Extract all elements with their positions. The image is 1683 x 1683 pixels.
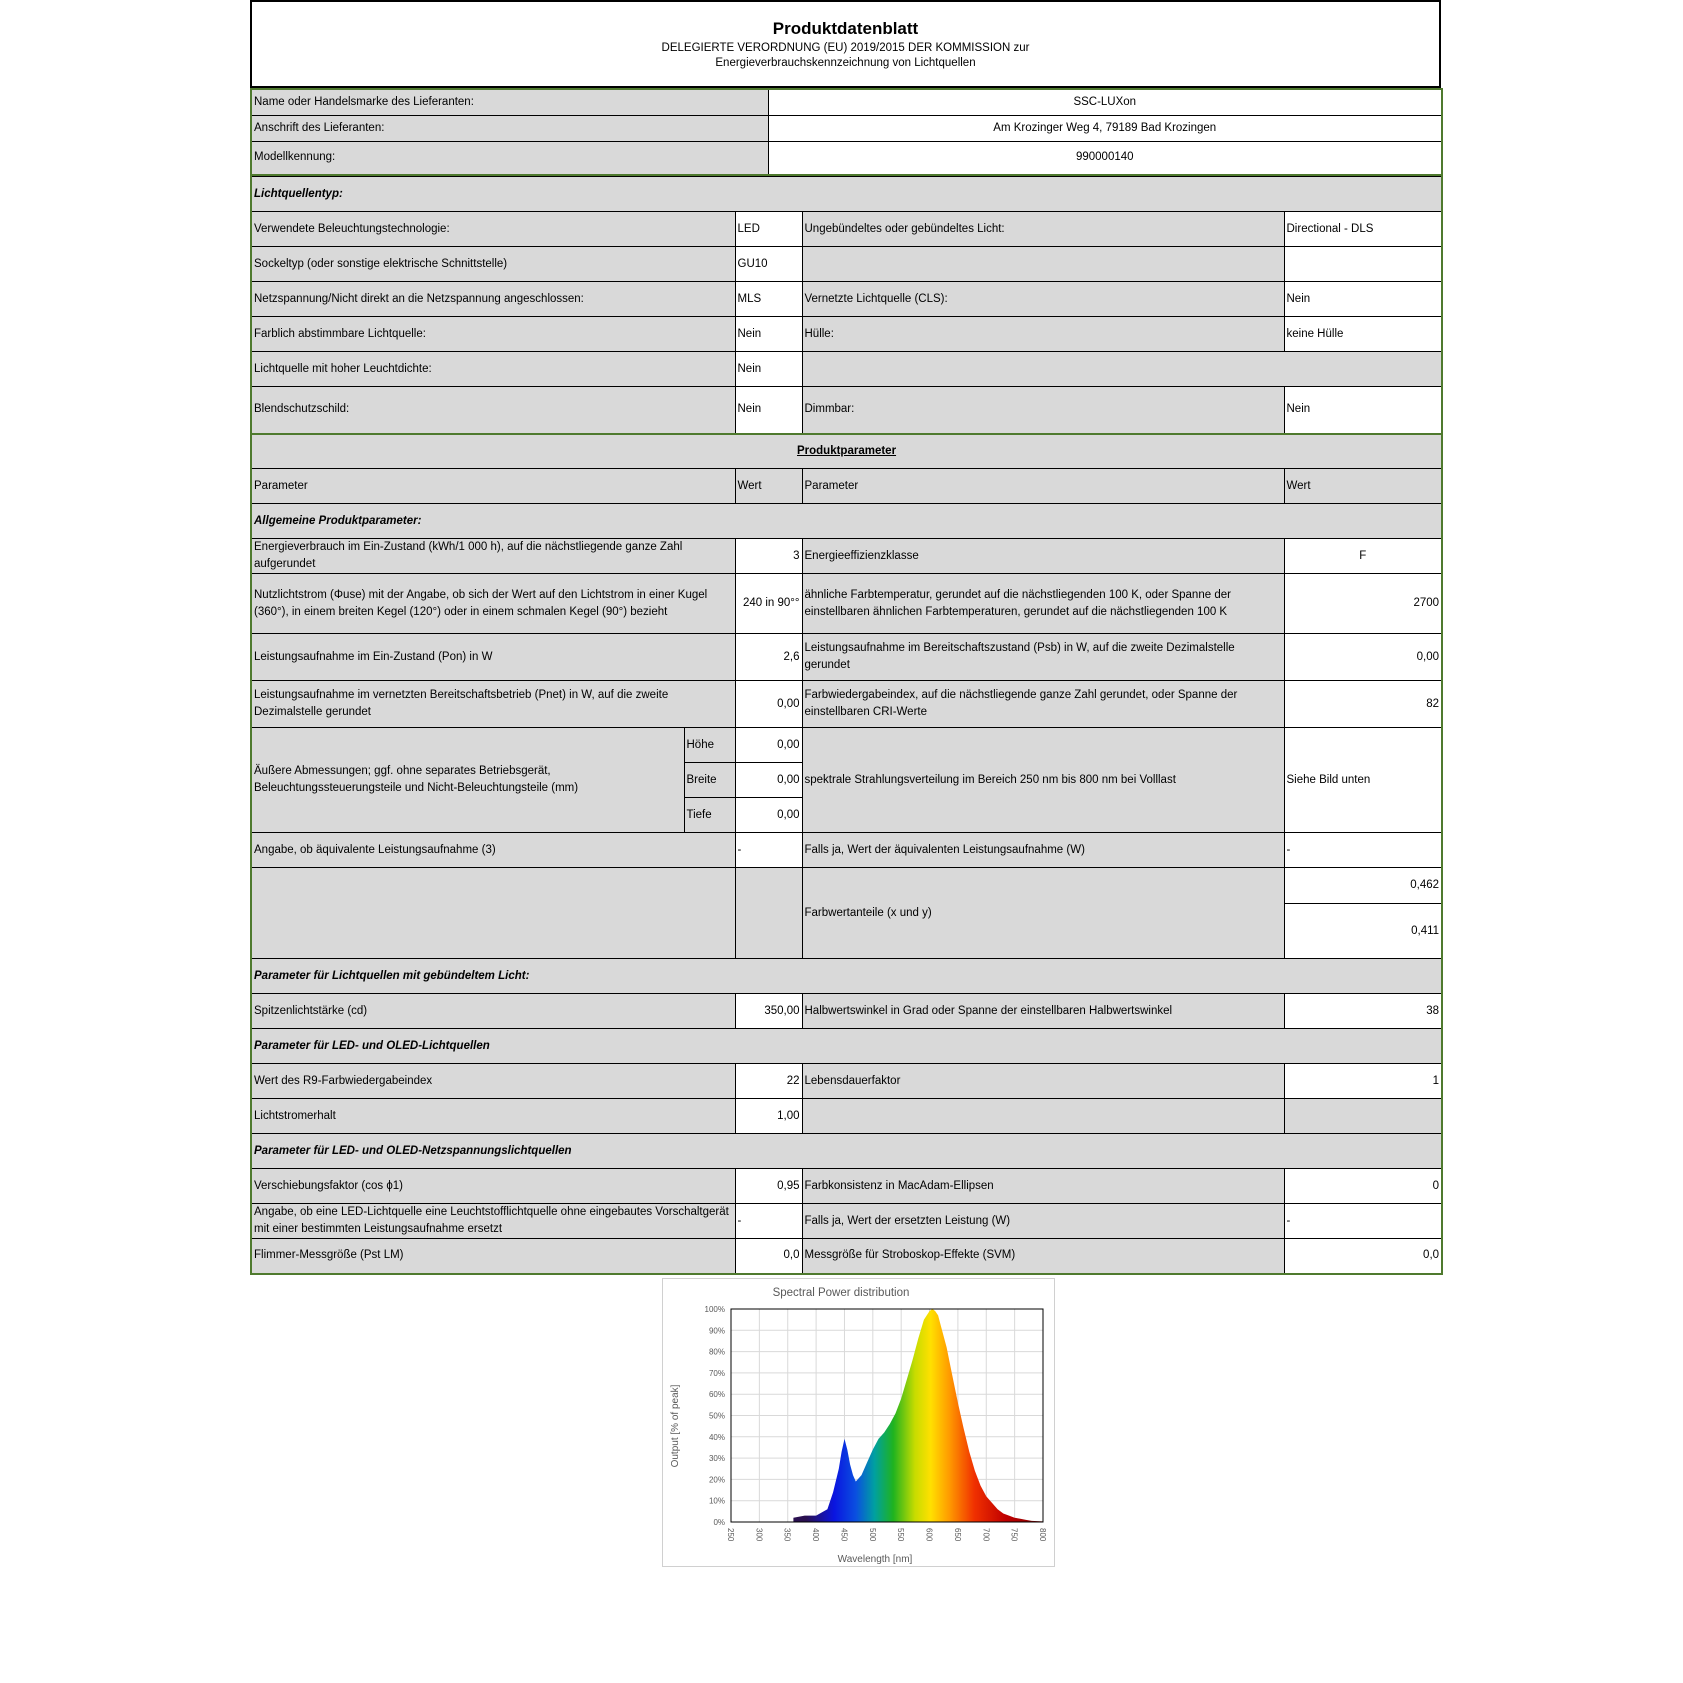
y-tick-label: 70%	[708, 1368, 725, 1378]
pon-label: Leistungsaufnahme im Ein-Zustand (Pon) in W	[251, 634, 735, 681]
col-header-parameter: Parameter	[251, 469, 735, 504]
macadam-label: Farbkonsistenz in MacAdam-Ellipsen	[802, 1169, 1284, 1204]
page-title: Produktdatenblatt	[772, 19, 919, 38]
supplier-address-value: Am Krozinger Weg 4, 79189 Bad Krozingen	[768, 115, 1442, 141]
depth-label: Tiefe	[684, 798, 735, 833]
y-tick-label: 100%	[704, 1305, 725, 1314]
x-tick-label: 350	[782, 1528, 792, 1542]
section-light-source-type: Lichtquellentyp:	[251, 177, 1442, 212]
beam-angle-value: 38	[1284, 994, 1442, 1029]
regulation-line-2: Energieverbrauchskennzeichnung von Lichtquellen	[715, 57, 976, 69]
beam-angle-label: Halbwertswinkel in Grad oder Spanne der einstellbaren Halbwertswinkel	[802, 994, 1284, 1029]
y-tick-label: 60%	[708, 1390, 725, 1400]
socket-label: Sockeltyp (oder sonstige elektrische Schnittstelle)	[251, 247, 735, 282]
parameters-table	[250, 176, 1443, 1275]
x-tick-label: 750	[1009, 1528, 1019, 1542]
socket-value: GU10	[735, 247, 802, 282]
high-luminance-value: Nein	[735, 352, 802, 387]
equivalent-power-w-value: -	[1284, 833, 1442, 868]
cct-value: 2700	[1284, 574, 1442, 634]
flicker-value: 0,0	[735, 1239, 802, 1274]
col-header-value: Wert	[1284, 469, 1442, 504]
model-value: 990000140	[768, 141, 1442, 175]
chart-title: Spectral Power distribution	[772, 1287, 910, 1299]
spectral-label: spektrale Strahlungsverteilung im Bereich 250 nm bis 800 nm bei Volllast	[802, 728, 1284, 833]
y-tick-label: 0%	[713, 1518, 725, 1527]
equivalent-power-label: Angabe, ob äquivalente Leistungsaufnahme (3)	[251, 833, 735, 868]
svm-value: 0,0	[1284, 1239, 1442, 1274]
equivalent-power-w-label: Falls ja, Wert der äquivalenten Leistungsaufnahme (W)	[802, 833, 1284, 868]
lumen-maintenance-label: Lichtstromerhalt	[251, 1099, 735, 1134]
section-mains-parameters: Parameter für LED- und OLED-Netzspannungslichtquellen	[251, 1134, 1442, 1169]
peak-intensity-label: Spitzenlichtstärke (cd)	[251, 994, 735, 1029]
y-tick-label: 10%	[708, 1496, 725, 1506]
equivalent-power-value: -	[735, 833, 802, 868]
empty-cell	[802, 352, 1442, 387]
envelope-value: keine Hülle	[1284, 317, 1442, 352]
peak-intensity-value: 350,00	[735, 994, 802, 1029]
col-header-parameter: Parameter	[802, 469, 1284, 504]
y-tick-label: 90%	[708, 1326, 725, 1336]
r9-value: 22	[735, 1064, 802, 1099]
cri-value: 82	[1284, 681, 1442, 728]
empty-cell	[1284, 247, 1442, 282]
empty-cell	[1284, 1099, 1442, 1134]
lumen-maintenance-value: 1,00	[735, 1099, 802, 1134]
y-tick-label: 50%	[708, 1411, 725, 1421]
chromaticity-y-value: 0,411	[1284, 904, 1442, 959]
energy-label: Energieverbrauch im Ein-Zustand (kWh/1 000 h), auf die nächstliegende ganze Zahl aufgerundet	[251, 539, 735, 574]
cri-label: Farbwiedergabeindex, auf die nächstliegende ganze Zahl gerundet, oder Spanne der einstellbaren CRI-Werte	[802, 681, 1284, 728]
empty-cell	[802, 247, 1284, 282]
displacement-factor-value: 0,95	[735, 1169, 802, 1204]
replaced-power-value: -	[1284, 1204, 1442, 1239]
x-tick-label: 600	[924, 1528, 934, 1542]
high-luminance-label: Lichtquelle mit hoher Leuchtdichte:	[251, 352, 735, 387]
tunable-label: Farblich abstimmbare Lichtquelle:	[251, 317, 735, 352]
spectral-chart	[662, 1278, 1055, 1567]
chromaticity-label: Farbwertanteile (x und y)	[802, 868, 1284, 959]
col-header-value: Wert	[735, 469, 802, 504]
section-led-parameters: Parameter für LED- und OLED-Lichtquellen	[251, 1029, 1442, 1064]
dimensions-label: Äußere Abmessungen; ggf. ohne separates Betriebsgerät, Beleuchtungssteuerungsteile und Nicht-Beleuchtungsteile (mm)	[251, 728, 684, 833]
tech-value: LED	[735, 212, 802, 247]
flux-value: 240 in 90°°	[735, 574, 802, 634]
regulation-line-1: DELEGIERTE VERORDNUNG (EU) 2019/2015 DER KOMMISSION zur	[661, 42, 1030, 54]
psb-value: 0,00	[1284, 634, 1442, 681]
displacement-factor-label: Verschiebungsfaktor (cos ϕ1)	[251, 1169, 735, 1204]
x-tick-label: 450	[839, 1528, 849, 1542]
pon-value: 2,6	[735, 634, 802, 681]
tech-label: Verwendete Beleuchtungstechnologie:	[251, 212, 735, 247]
datasheet-header	[250, 0, 1441, 88]
macadam-value: 0	[1284, 1169, 1442, 1204]
pnet-label: Leistungsaufnahme im vernetzten Bereitschaftsbetrieb (Pnet) in W, auf die zweite Dezimalstelle gerundet	[251, 681, 735, 728]
empty-cell	[735, 868, 802, 959]
supplier-and-type-table	[250, 88, 1443, 176]
y-tick-label: 80%	[708, 1347, 725, 1357]
cct-label: ähnliche Farbtemperatur, gerundet auf die nächstliegenden 100 K, oder Spanne der einstellbaren ähnlichen Farbtemperaturen, gerundet auf die nächstliegenden 100 K	[802, 574, 1284, 634]
empty-cell	[251, 868, 735, 959]
y-tick-label: 20%	[708, 1475, 725, 1485]
replacement-value: -	[735, 1204, 802, 1239]
energy-value: 3	[735, 539, 802, 574]
flux-label: Nutzlichtstrom (Φuse) mit der Angabe, ob sich der Wert auf den Lichtstrom in einer Kugel (360°), in einem breiten Kegel (120°) oder in einem schmalen Kegel (90°) bezieht	[251, 574, 735, 634]
spectral-value: Siehe Bild unten	[1284, 728, 1442, 833]
section-directional-parameters: Parameter für Lichtquellen mit gebündeltem Licht:	[251, 959, 1442, 994]
supplier-name-value: SSC-LUXon	[768, 89, 1442, 115]
x-tick-label: 700	[981, 1528, 991, 1542]
mains-value: MLS	[735, 282, 802, 317]
cls-label: Vernetzte Lichtquelle (CLS):	[802, 282, 1284, 317]
x-tick-label: 650	[952, 1528, 962, 1542]
section-general-parameters: Allgemeine Produktparameter:	[251, 504, 1442, 539]
width-label: Breite	[684, 763, 735, 798]
product-datasheet	[250, 0, 1441, 1275]
psb-label: Leistungsaufnahme im Bereitschaftszustand (Psb) in W, auf die zweite Dezimalstelle gerundet	[802, 634, 1284, 681]
replacement-label: Angabe, ob eine LED-Lichtquelle eine Leuchtstofflichtquelle ohne eingebautes Vorschaltgerät mit einer bestimmten Leistungsaufnahme ersetzt	[251, 1204, 735, 1239]
tunable-value: Nein	[735, 317, 802, 352]
supplier-name-label: Name oder Handelsmarke des Lieferanten:	[251, 89, 768, 115]
y-tick-label: 40%	[708, 1432, 725, 1442]
section-product-parameters: Produktparameter	[251, 434, 1442, 469]
y-axis-label: Output [% of peak]	[670, 1384, 681, 1468]
y-tick-label: 30%	[708, 1454, 725, 1464]
x-tick-label: 500	[867, 1528, 877, 1542]
dimmable-value: Nein	[1284, 387, 1442, 434]
envelope-label: Hülle:	[802, 317, 1284, 352]
supplier-address-label: Anschrift des Lieferanten:	[251, 115, 768, 141]
dimmable-label: Dimmbar:	[802, 387, 1284, 434]
mains-label: Netzspannung/Nicht direkt an die Netzspannung angeschlossen:	[251, 282, 735, 317]
pnet-value: 0,00	[735, 681, 802, 728]
x-tick-label: 550	[896, 1528, 906, 1542]
x-tick-label: 800	[1038, 1528, 1047, 1542]
chromaticity-x-value: 0,462	[1284, 868, 1442, 904]
cls-value: Nein	[1284, 282, 1442, 317]
model-label: Modellkennung:	[251, 141, 768, 175]
beam-type-label: Ungebündeltes oder gebündeltes Licht:	[802, 212, 1284, 247]
empty-cell	[802, 1099, 1284, 1134]
svm-label: Messgröße für Stroboskop-Effekte (SVM)	[802, 1239, 1284, 1274]
x-tick-label: 250	[726, 1528, 735, 1542]
x-axis-label: Wavelength [nm]	[837, 1554, 913, 1565]
efficiency-class-label: Energieeffizienzklasse	[802, 539, 1284, 574]
beam-type-value: Directional - DLS	[1284, 212, 1442, 247]
depth-value: 0,00	[735, 798, 802, 833]
glare-label: Blendschutzschild:	[251, 387, 735, 434]
survival-factor-label: Lebensdauerfaktor	[802, 1064, 1284, 1099]
width-value: 0,00	[735, 763, 802, 798]
spectral-chart-svg	[663, 1279, 1054, 1566]
replaced-power-label: Falls ja, Wert der ersetzten Leistung (W)	[802, 1204, 1284, 1239]
height-value: 0,00	[735, 728, 802, 763]
height-label: Höhe	[684, 728, 735, 763]
survival-factor-value: 1	[1284, 1064, 1442, 1099]
efficiency-class-value: F	[1284, 539, 1442, 574]
glare-value: Nein	[735, 387, 802, 434]
r9-label: Wert des R9-Farbwiedergabeindex	[251, 1064, 735, 1099]
x-tick-label: 300	[754, 1528, 764, 1542]
flicker-label: Flimmer-Messgröße (Pst LM)	[251, 1239, 735, 1274]
x-tick-label: 400	[811, 1528, 821, 1542]
